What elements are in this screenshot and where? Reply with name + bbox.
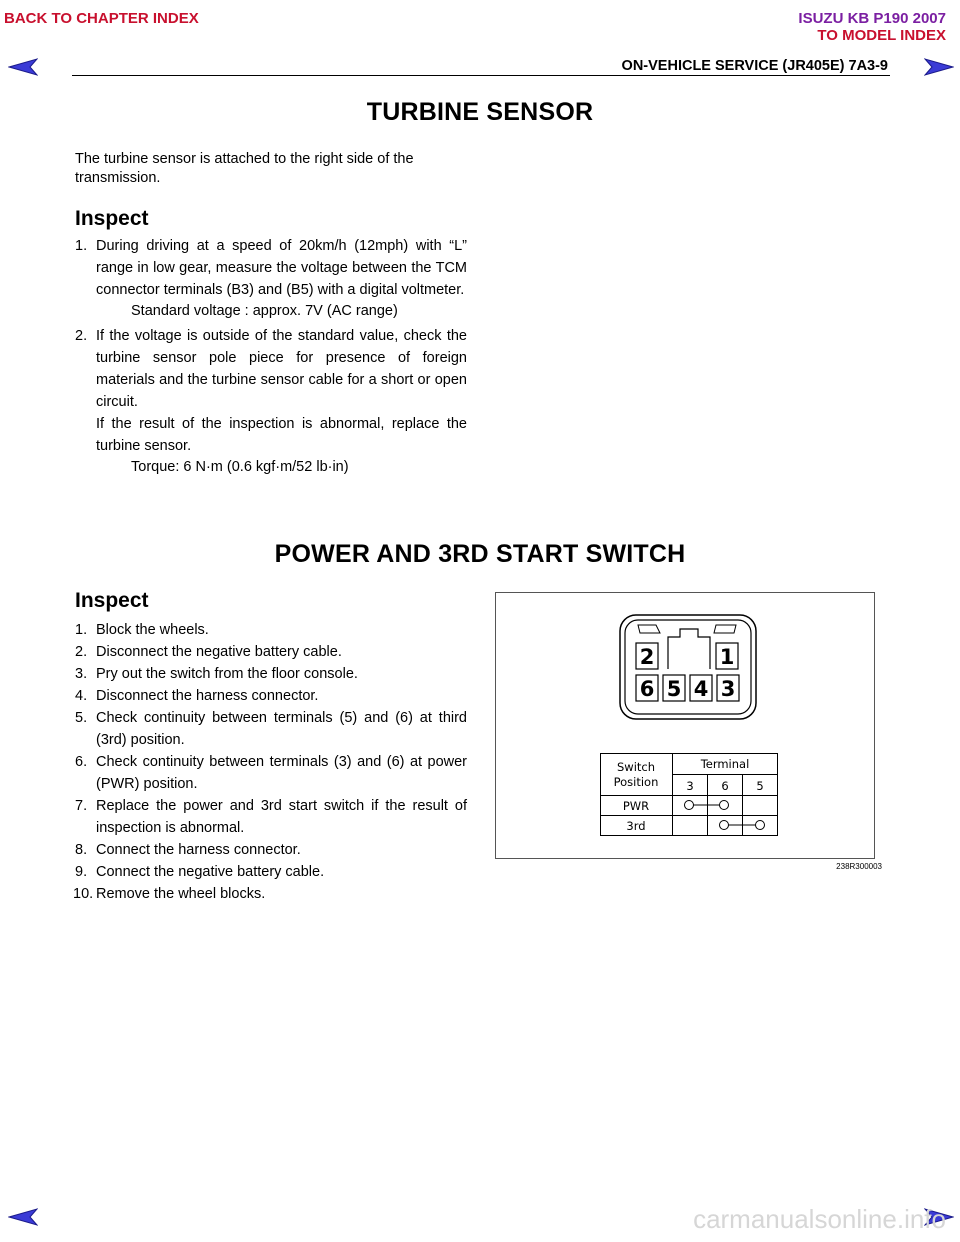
list-item <box>75 235 467 321</box>
list-item <box>75 619 467 641</box>
step-number: 1. <box>75 622 88 638</box>
step-text: During driving at a speed of 20km/h (12mph) with “L” range in low gear, measure the voltage between the TCM connector terminals (B3) and (B5) with a digital voltmeter. <box>96 238 467 298</box>
step-number: 3. <box>75 666 88 682</box>
step-text: Remove the wheel blocks. <box>96 886 266 902</box>
list-item <box>75 839 467 861</box>
step-number: 6. <box>75 754 88 770</box>
pin-label: 5 <box>666 677 682 701</box>
step-number: 5. <box>75 710 88 726</box>
pin-label: 3 <box>720 677 736 701</box>
step-text: Check continuity between terminals (3) and (6) at power (PWR) position. <box>96 754 467 792</box>
subheading-inspect-2: Inspect <box>75 589 149 612</box>
torque-spec: Torque: 6 N·m (0.6 kgf·m/52 lb·in) <box>131 459 349 475</box>
table-header-terminal: Terminal <box>700 757 750 771</box>
step-text: Connect the harness connector. <box>96 842 301 858</box>
list-item <box>75 795 467 839</box>
running-header: ON-VEHICLE SERVICE (JR405E) 7A3-9 <box>621 58 888 74</box>
next-page-arrow-icon[interactable] <box>924 58 954 81</box>
replace-note: If the result of the inspection is abnormal, replace the turbine sensor. <box>96 416 467 454</box>
pin-label: 4 <box>693 677 709 701</box>
switch-inspect-steps <box>75 619 467 905</box>
watermark: carmanualsonline.info <box>693 1204 946 1234</box>
subheading-inspect-1: Inspect <box>75 207 149 230</box>
model-header <box>798 10 946 44</box>
standard-voltage-spec: Standard voltage : approx. 7V (AC range) <box>131 303 398 319</box>
previous-page-arrow-icon-bottom[interactable] <box>8 1208 38 1231</box>
figure-code: 238R300003 <box>836 862 882 871</box>
list-item <box>75 861 467 883</box>
list-item <box>75 325 467 477</box>
list-item <box>75 663 467 685</box>
step-number: 8. <box>75 842 88 858</box>
step-number: 4. <box>75 688 88 704</box>
step-text: Check continuity between terminals (5) and (6) at third (3rd) position. <box>96 710 467 748</box>
section-title-turbine-sensor: TURBINE SENSOR <box>366 98 594 126</box>
step-text: Disconnect the harness connector. <box>96 688 319 704</box>
intro-paragraph: The turbine sensor is attached to the right side of the transmission. <box>75 151 414 186</box>
pin-label: 2 <box>639 645 655 669</box>
row-label-3rd: 3rd <box>626 819 646 833</box>
model-title: ISUZU KB P190 2007 <box>798 10 946 27</box>
previous-page-arrow-icon[interactable] <box>8 58 38 81</box>
step-number: 2. <box>75 644 88 660</box>
pin-label: 1 <box>719 645 735 669</box>
list-item <box>75 707 467 751</box>
table-header-position: Position <box>613 775 659 789</box>
step-number: 10. <box>73 886 94 902</box>
list-item <box>75 751 467 795</box>
table-header-switch: Switch <box>616 760 656 774</box>
terminal-label: 3 <box>686 779 694 793</box>
connector-diagram <box>618 613 758 723</box>
to-model-index-link[interactable]: TO MODEL INDEX <box>817 27 946 44</box>
step-text: Pry out the switch from the floor console. <box>96 666 358 682</box>
step-text: Connect the negative battery cable. <box>96 864 325 880</box>
switch-connector-figure <box>495 592 875 859</box>
continuity-table <box>600 753 780 837</box>
terminal-label: 6 <box>721 779 729 793</box>
list-item <box>75 641 467 663</box>
list-item <box>75 883 467 905</box>
header-rule <box>72 75 890 76</box>
step-number: 2. <box>75 328 88 344</box>
turbine-inspect-steps <box>75 235 467 477</box>
step-number: 7. <box>75 798 88 814</box>
section-title-power-3rd-switch: POWER AND 3RD START SWITCH <box>274 540 686 568</box>
step-text: Replace the power and 3rd start switch if the result of inspection is abnormal. <box>96 798 467 836</box>
list-item <box>75 685 467 707</box>
step-number: 9. <box>75 864 88 880</box>
back-to-chapter-index-link[interactable]: BACK TO CHAPTER INDEX <box>4 10 199 27</box>
step-text: Block the wheels. <box>96 622 209 638</box>
step-text: Disconnect the negative battery cable. <box>96 644 342 660</box>
row-label-pwr: PWR <box>622 799 650 813</box>
terminal-label: 5 <box>756 779 764 793</box>
pin-label: 6 <box>639 677 655 701</box>
step-text: If the voltage is outside of the standard value, check the turbine sensor pole piece for presence of foreign materials and the turbine sensor cable for a short or open circuit. <box>96 328 467 410</box>
step-number: 1. <box>75 238 88 254</box>
